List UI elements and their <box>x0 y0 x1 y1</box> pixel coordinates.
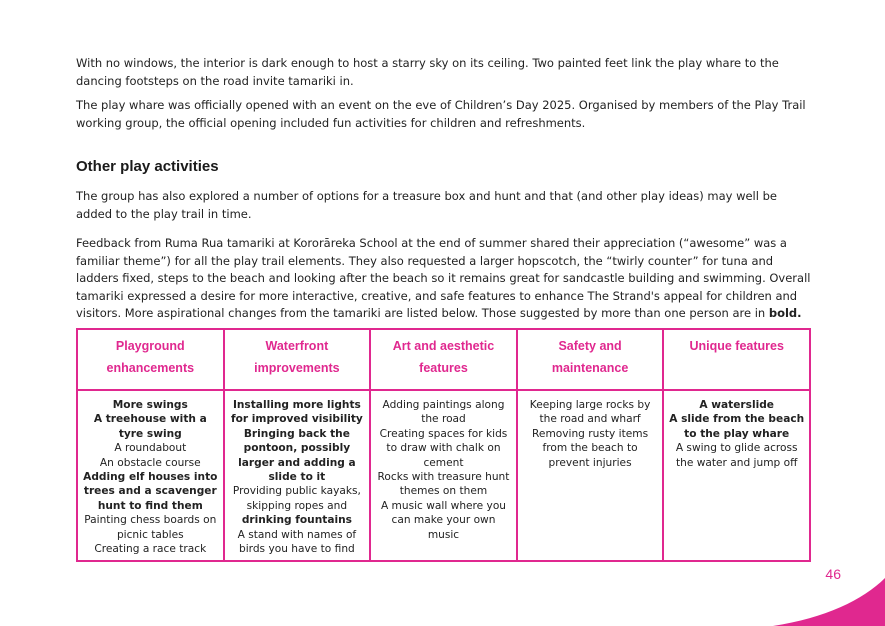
paragraph-treasure-hunt: The group has also explored a number of options for a treasure box and hunt and that (and other play ideas) may well be added to the play trail in time. <box>76 189 777 221</box>
corner-swoosh-decoration <box>745 556 885 626</box>
feedback-text: Feedback from Ruma Rua tamariki at Kororāreka School at the end of summer shared their appreciation (“awesome” was a familiar theme”) for all the play trail elements. They also requested a larger hopscotch, the “twirly counter” for tuna and ladders fixed, steps to the beach and looking after the beach so it remains great for sandcastle building and swimming. Overall tamariki expressed a desire for more interactive, creative, and safe features to enhance The Strand's appeal for children and visitors. More aspirational changes from the tamariki are listed below. Those suggested by more than one person are in <box>76 236 811 320</box>
table-row <box>77 390 810 561</box>
paragraph-opening-event: The play whare was officially opened with an event on the eve of Children’s Day 2025. Organised by members of the Play Trail working group, the official opening included fun activities for children and refreshments. <box>76 98 806 130</box>
table-list-item: A slide from the beach to the play whare <box>669 413 805 440</box>
feedback-table <box>76 328 811 562</box>
header-art-aesthetic-features: Art and aesthetic features <box>370 329 517 390</box>
table-list-item: A music wall where you can make your own music <box>380 499 507 541</box>
cell-art-aesthetic-features <box>370 390 517 561</box>
header-unique-features: Unique features <box>663 329 810 390</box>
paragraph-feedback <box>76 235 811 323</box>
table-list-item: A swing to glide across the water and jump off <box>675 442 798 469</box>
table-list-item: A waterslide <box>699 399 774 411</box>
table-list-item: A treehouse with a tyre swing <box>93 413 207 440</box>
cell-unique-features <box>663 390 810 561</box>
table-list-item: An obstacle course <box>99 456 201 469</box>
table-list-item: Removing rusty items from the beach to prevent injuries <box>532 427 649 469</box>
table-list-item: Keeping large rocks by the road and wharf <box>529 399 651 426</box>
table-list-item: Adding paintings along the road <box>382 399 505 426</box>
cell-playground-enhancements <box>77 390 224 561</box>
page-number: 46 <box>825 566 841 582</box>
table-list-item: Painting chess boards on picnic tables <box>84 514 217 541</box>
table-list-item: Adding elf houses into trees and a scavenger hunt to find them <box>83 471 218 512</box>
table-list-item: drinking fountains <box>241 514 352 527</box>
cell-waterfront-improvements <box>224 390 371 561</box>
table-list-item: Rocks with treasure hunt themes on them <box>377 471 510 498</box>
section-heading: Other play activities <box>76 158 219 175</box>
table-list-item: A stand with names of birds you have to find <box>237 528 357 556</box>
paragraph-starry-sky: With no windows, the interior is dark enough to host a starry sky on its ceiling. Two painted feet link the play whare to the dancing footsteps on the road invite tamariki in. <box>76 56 779 88</box>
header-waterfront-improvements: Waterfront improvements <box>224 329 371 390</box>
table-list-item: Creating a race track <box>94 543 207 556</box>
table-list-item: Creating spaces for kids to draw with chalk on cement <box>379 427 508 469</box>
cell-safety-maintenance <box>517 390 664 561</box>
table-list-item: Bringing back the pontoon, possibly larger and adding a slide to it <box>238 427 356 484</box>
table-list-item: Providing public kayaks, skipping ropes and <box>232 485 361 512</box>
table-list-item: A roundabout <box>114 442 187 455</box>
feedback-bold-word: bold. <box>768 306 802 320</box>
table-header-row <box>77 329 810 390</box>
header-safety-maintenance: Safety and maintenance <box>517 329 664 390</box>
table-list-item: Installing more lights for improved visibility <box>230 399 363 426</box>
header-playground-enhancements: Playground enhancements <box>77 329 224 390</box>
table-list-item: More swings <box>112 399 188 411</box>
